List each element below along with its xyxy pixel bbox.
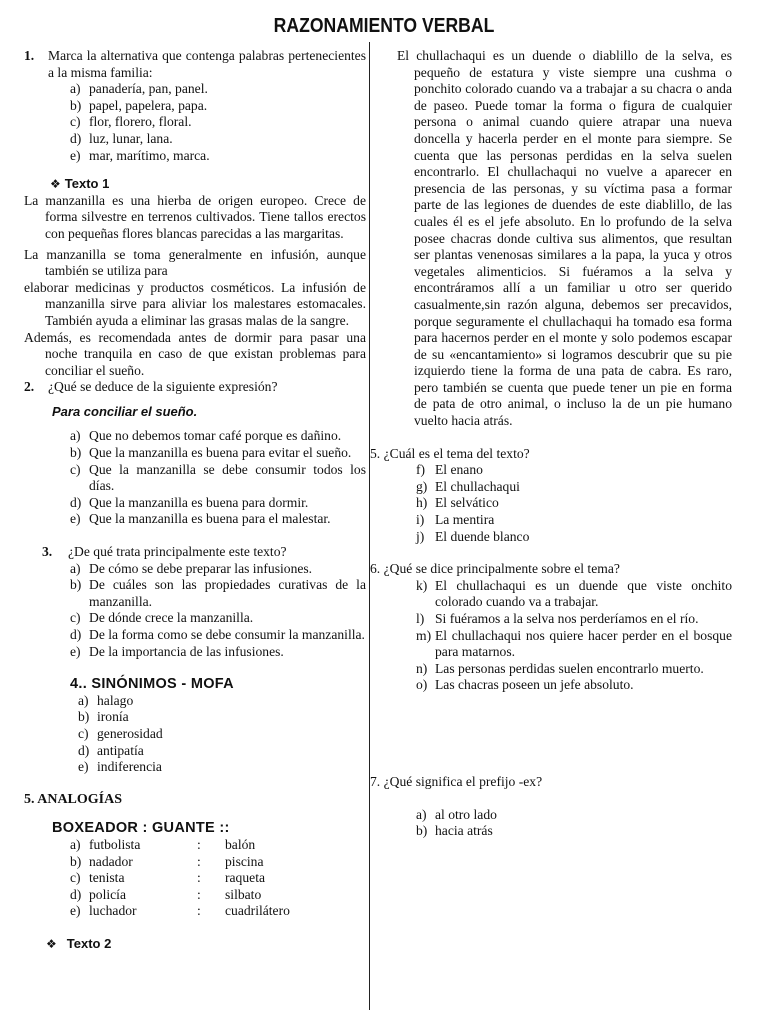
option-separator: : xyxy=(197,870,201,886)
option-text: generosidad xyxy=(97,725,163,741)
option-letter: e) xyxy=(78,759,89,775)
heading-text: Texto 2 xyxy=(66,935,112,951)
option[interactable] xyxy=(416,495,732,512)
question-3 xyxy=(24,544,366,561)
option-text: panadería, pan, panel. xyxy=(89,81,208,97)
option[interactable] xyxy=(78,759,366,776)
option-text: De cuáles son las propiedades curativas de la manzanilla. xyxy=(89,577,366,609)
option-letter: h) xyxy=(416,495,428,511)
question-text: ¿Qué se dice principalmente sobre el tema? xyxy=(383,561,620,577)
option-letter: b) xyxy=(416,823,428,839)
page-title: RAZONAMIENTO VERBAL xyxy=(273,15,495,37)
question-1 xyxy=(24,48,366,81)
option-letter: m) xyxy=(416,627,432,643)
option[interactable] xyxy=(70,131,366,148)
texto-2-story: El chullachaqui es un duende o diablillo de la selva, es pequeño de estatura y viste siempre una cushma o ponchito colorado cuando va a trabajar a su chacra o anda de paseo. Puede tomar la forma o figura de cualquier persona o animal cuando quiere atrapar una nueva doncella y hacerla perder en el monte para siempre. Se cuenta que las personas perdidas en la selva suelen encontrarlo. El chullachaqui no vuelve a aparecer en presencia de las personas, y su víctima pasa a formar parte de las legiones de duendes de este diablillo, de las cuales él es el jefe absoluto. En lo profundo de la selva posee chacras donde cultiva sus alimentos, que resultan ser plantas venenosas similares a la papa, la yuca y otros vegetales alimenticios. Si fuéramos a la selva y encontráramos allí a un familiar u otro ser querido casualmente,sin razón alguna, debemos ser precavidos, porque seguramente el chullachaqui ha tomado esa forma para hacernos perder en el monte y solo podemos escapar de su «encantamiento» si logramos descubrir que su pie izquierdo tiene la forma de una pata de cabra. Es raro, pero también se cuenta que puede tener un pie en forma de pata de otro animal, o incluso la de un pie humano vuelto hacia atrás. xyxy=(397,48,732,429)
option-text: indiferencia xyxy=(97,759,162,775)
option[interactable] xyxy=(70,627,366,644)
option-letter: d) xyxy=(70,130,82,146)
expression: Para conciliar el sueño. xyxy=(52,403,198,419)
question-2 xyxy=(24,379,366,396)
option-text: luz, lunar, lana. xyxy=(89,130,173,146)
option-letter: j) xyxy=(416,528,425,544)
option-letter: a) xyxy=(78,692,89,708)
option-letter: k) xyxy=(416,577,428,593)
option[interactable] xyxy=(416,628,732,661)
option-text: Las personas perdidas suelen encontrarlo muerto. xyxy=(435,660,704,676)
option-text: Las chacras poseen un jefe absoluto. xyxy=(435,677,634,693)
question-text: ¿Qué significa el prefijo -ex? xyxy=(383,773,543,789)
option-text: De cómo se debe preparar las infusiones. xyxy=(89,560,313,576)
option[interactable] xyxy=(416,823,732,840)
question-number: 3. xyxy=(42,544,53,560)
option-text: De la forma como se debe consumir la manzanilla. xyxy=(89,627,365,642)
option-letter: b) xyxy=(70,445,82,461)
option[interactable] xyxy=(78,709,366,726)
option-term-b: piscina xyxy=(225,853,264,869)
option-letter: a) xyxy=(70,81,81,97)
option[interactable] xyxy=(70,428,366,445)
option[interactable] xyxy=(416,677,732,694)
option-term-b: silbato xyxy=(225,886,262,902)
option-text: ironía xyxy=(97,709,129,725)
question-7 xyxy=(370,561,732,578)
option-letter: e) xyxy=(70,643,81,659)
option-letter: f) xyxy=(416,462,426,478)
option-text: Si fuéramos a la selva nos perderíamos en el río. xyxy=(435,611,699,626)
question-3-options xyxy=(24,561,366,661)
option-term-b: balón xyxy=(225,836,256,852)
texto-1-paragraph-1: La manzanilla es una hierba de origen europeo. Crece de forma silvestre en terrenos cultivados. Tiene tallos erectos con pequeñas flores blancas parecidas a las margaritas. xyxy=(24,192,366,241)
option-letter: e) xyxy=(70,147,81,163)
question-text: ¿De qué trata principalmente este texto? xyxy=(68,544,287,560)
option-term-a: tenista xyxy=(89,870,125,886)
option-letter: i) xyxy=(416,512,425,528)
option[interactable] xyxy=(416,611,732,628)
option-letter: d) xyxy=(70,494,82,510)
option[interactable] xyxy=(70,644,366,661)
question-8-options xyxy=(370,807,732,840)
option-letter: c) xyxy=(70,461,81,477)
option-letter: b) xyxy=(70,97,82,113)
option-separator: : xyxy=(197,903,201,919)
question-text: ¿Cuál es el tema del texto? xyxy=(383,445,530,461)
option[interactable] xyxy=(416,512,732,529)
option-separator: : xyxy=(197,836,201,852)
option-term-a: policía xyxy=(89,886,126,902)
option-text: El duende blanco xyxy=(435,528,530,544)
synonyms-heading: 4.. SINÓNIMOS - MOFA xyxy=(70,676,234,693)
option[interactable] xyxy=(70,495,366,512)
option[interactable] xyxy=(24,854,366,871)
option[interactable] xyxy=(70,610,366,627)
question-2-options xyxy=(24,428,366,528)
option-text: papel, papelera, papa. xyxy=(89,97,208,113)
right-column xyxy=(370,48,732,840)
option-text: Que la manzanilla es buena para dormir. xyxy=(89,494,309,510)
option[interactable] xyxy=(416,807,732,824)
option-separator: : xyxy=(197,886,201,902)
question-number: 6. xyxy=(370,561,381,577)
option[interactable] xyxy=(24,870,366,887)
option[interactable] xyxy=(416,462,732,479)
option[interactable] xyxy=(24,837,366,854)
option[interactable] xyxy=(78,726,366,743)
question-text: ¿Qué se deduce de la siguiente expresión? xyxy=(48,379,278,395)
texto-2-heading xyxy=(46,936,366,953)
option-letter: l) xyxy=(416,611,425,626)
option-text: hacia atrás xyxy=(435,823,493,839)
option[interactable] xyxy=(78,743,366,760)
question-number: 2. xyxy=(24,379,35,395)
option-text: El enano xyxy=(435,462,483,478)
option-text: El chullachaqui nos quiere hacer perder en el bosque para matarnos. xyxy=(435,627,732,660)
question-4-options xyxy=(24,693,366,776)
option[interactable] xyxy=(70,577,366,610)
option-term-a: nadador xyxy=(89,853,133,869)
option-letter: b) xyxy=(70,853,82,869)
option-term-a: futbolista xyxy=(89,836,141,852)
option[interactable] xyxy=(70,462,366,495)
option[interactable] xyxy=(70,98,366,115)
texto-1-paragraph-3: Además, es recomendada antes de dormir para pasar una noche tranquila en caso de que existan problemas para conciliar el sueño. xyxy=(24,329,366,378)
option[interactable] xyxy=(70,511,366,528)
option-text: Que no debemos tomar café porque es dañino. xyxy=(89,428,342,444)
option[interactable] xyxy=(416,529,732,546)
option-text: De la importancia de las infusiones. xyxy=(89,643,284,659)
option[interactable] xyxy=(70,445,366,462)
option-letter: c) xyxy=(70,870,81,886)
option-letter: c) xyxy=(70,114,81,130)
option-text: De dónde crece la manzanilla. xyxy=(89,610,254,626)
diamond-bullet-icon: ❖ xyxy=(50,177,61,192)
option-text: al otro lado xyxy=(435,806,497,822)
option[interactable] xyxy=(70,561,366,578)
question-number: 1. xyxy=(24,48,35,63)
option-letter: b) xyxy=(70,577,82,593)
heading-text: Texto 1 xyxy=(64,176,110,192)
option-text: Que la manzanilla es buena para el malestar. xyxy=(89,511,331,527)
option-letter: c) xyxy=(70,610,81,626)
option[interactable] xyxy=(70,148,366,165)
option-term-a: luchador xyxy=(89,903,137,919)
option-text: mar, marítimo, marca. xyxy=(89,147,210,163)
option-letter: g) xyxy=(416,478,428,494)
option-text: antipatía xyxy=(97,742,144,758)
option-text: El chullachaqui es un duende que viste onchito colorado cuando va a trabajar. xyxy=(435,577,732,610)
option[interactable] xyxy=(78,693,366,710)
option-letter: c) xyxy=(78,725,89,741)
diamond-bullet-icon: ❖ xyxy=(46,936,57,951)
texto-1-paragraph-2a: La manzanilla se toma generalmente en infusión, aunque también se utiliza para xyxy=(24,246,366,279)
option-letter: d) xyxy=(70,627,82,642)
option-letter: a) xyxy=(70,560,81,576)
option-text: halago xyxy=(97,692,134,708)
question-6 xyxy=(370,446,732,463)
option-text: Que la manzanilla es buena para evitar el sueño. xyxy=(89,445,352,461)
option[interactable] xyxy=(24,887,366,904)
option-term-b: raqueta xyxy=(225,870,265,886)
question-6-options xyxy=(370,462,732,545)
option-letter: n) xyxy=(416,660,428,676)
option-letter: d) xyxy=(78,742,90,758)
question-number: 5. xyxy=(370,445,381,461)
analogy-pair: BOXEADOR : GUANTE :: xyxy=(52,820,230,837)
option[interactable] xyxy=(24,903,366,920)
option[interactable] xyxy=(416,661,732,678)
option[interactable] xyxy=(416,578,732,611)
option-text: flor, florero, floral. xyxy=(89,114,192,130)
option-letter: a) xyxy=(416,806,427,822)
option-letter: e) xyxy=(70,903,81,919)
question-7-options xyxy=(370,578,732,694)
question-1-options xyxy=(24,81,366,164)
left-column xyxy=(24,48,366,953)
option-letter: d) xyxy=(70,886,82,902)
option-text: Que la manzanilla se debe consumir todos los días. xyxy=(89,461,366,494)
question-5-options xyxy=(24,837,366,920)
question-number: 7. xyxy=(370,773,381,789)
question-8 xyxy=(370,774,732,791)
option-letter: o) xyxy=(416,677,428,693)
option-letter: b) xyxy=(78,709,90,725)
option-separator: : xyxy=(197,853,201,869)
option[interactable] xyxy=(70,114,366,131)
option-text: El chullachaqui xyxy=(435,478,520,494)
option-term-b: cuadrilátero xyxy=(225,903,290,919)
analogies-heading: 5. ANALOGÍAS xyxy=(24,791,123,807)
option-letter: a) xyxy=(70,836,81,852)
option-text: El selvático xyxy=(435,495,499,511)
option-letter: a) xyxy=(70,428,81,444)
texto-1-heading xyxy=(50,176,366,193)
option-text: La mentira xyxy=(435,512,495,528)
texto-1-paragraph-2b: elaborar medicinas y productos cosméticos. La infusión de manzanilla sirve para aliviar los malestares estomacales. También ayuda a eliminar las grasas malas de la sangre. xyxy=(24,279,366,328)
question-text: Marca la alternativa que contenga palabras pertenecientes a la misma familia: xyxy=(48,48,366,80)
option[interactable] xyxy=(416,479,732,496)
option-letter: e) xyxy=(70,511,81,527)
option[interactable] xyxy=(70,81,366,98)
